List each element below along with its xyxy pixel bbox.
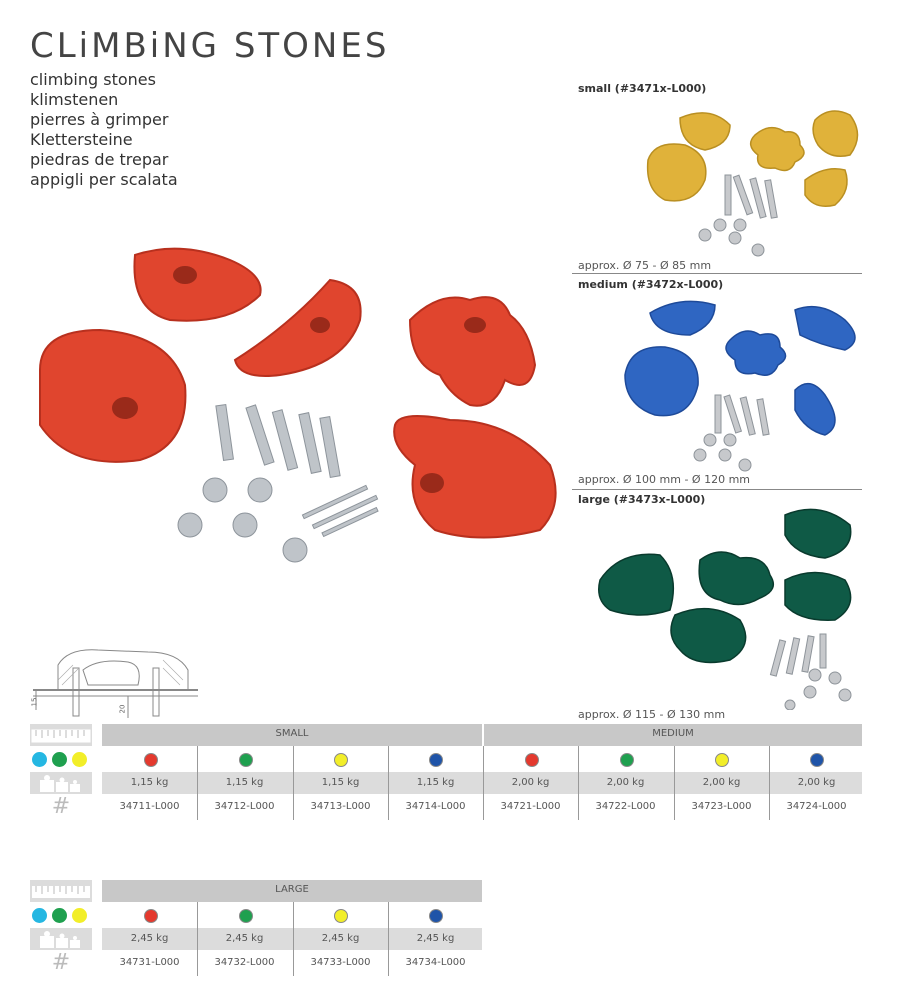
red-color-dot-icon [144,909,158,923]
green-dot-icon [52,752,67,767]
group-header-small: SMALL [102,724,482,746]
ruler-icon [30,724,92,746]
dimension-20: 20 [118,704,127,714]
yellow-color-dot-icon [334,909,348,923]
divider [572,489,862,490]
main-product-photo [30,235,570,575]
subtitle-fr: pierres à grimper [30,110,169,129]
article-code-cell: 34721-L000 [500,801,561,812]
weight-cell: 2,00 kg [606,777,645,788]
variant-medium-approx: approx. Ø 100 mm - Ø 120 mm [578,473,750,486]
green-color-dot-icon [239,909,253,923]
cyan-dot-icon [32,908,47,923]
variant-large-label: large (#3473x-L000) [578,493,706,506]
variant-medium-label: medium (#3472x-L000) [578,278,724,291]
green-dot-icon [52,908,67,923]
blue-color-dot-icon [810,753,824,767]
article-code-cell: 34711-L000 [119,801,180,812]
green-color-dot-icon [620,753,634,767]
weight-cell: 2,45 kg [416,933,455,944]
group-header-medium: MEDIUM [484,724,862,746]
article-code-cell: 34732-L000 [214,957,275,968]
variant-medium-photo [620,295,870,475]
dimension-15: 15 [30,697,39,707]
color-options-icon [30,906,92,926]
weight-cell: 2,45 kg [225,933,264,944]
article-code-cell: 34724-L000 [786,801,847,812]
hash-icon: # [51,794,71,819]
yellow-color-dot-icon [334,753,348,767]
divider [572,273,862,274]
blue-color-dot-icon [429,753,443,767]
color-options-icon [30,750,92,770]
group-header-large: LARGE [102,880,482,902]
page-title: CLiMBiNG STONES [30,26,390,66]
article-code-cell: 34734-L000 [405,957,466,968]
article-code-cell: 34722-L000 [595,801,656,812]
article-code-cell: 34733-L000 [310,957,371,968]
red-color-dot-icon [144,753,158,767]
subtitle-list [30,70,178,190]
subtitle-en: climbing stones [30,70,156,89]
weight-cell: 2,00 kg [797,777,836,788]
yellow-dot-icon [72,752,87,767]
subtitle-it: appigli per scalata [30,170,178,189]
subtitle-nl: klimstenen [30,90,119,109]
variant-small-label: small (#3471x-L000) [578,82,707,95]
article-code-cell: 34712-L000 [214,801,275,812]
weight-icon [30,928,92,950]
weight-icon [30,772,92,794]
variant-small-photo [640,100,870,260]
subtitle-es: piedras de trepar [30,150,169,169]
article-code-cell: 34723-L000 [691,801,752,812]
subtitle-de: Klettersteine [30,130,133,149]
blue-color-dot-icon [429,909,443,923]
yellow-dot-icon [72,908,87,923]
article-code-cell: 34713-L000 [310,801,371,812]
weight-cell: 1,15 kg [321,777,360,788]
weight-cell: 2,00 kg [702,777,741,788]
variant-small-approx: approx. Ø 75 - Ø 85 mm [578,259,712,272]
ruler-icon [30,880,92,902]
cyan-dot-icon [32,752,47,767]
red-color-dot-icon [525,753,539,767]
mounting-diagram [28,640,203,724]
yellow-color-dot-icon [715,753,729,767]
article-code-cell: 34714-L000 [405,801,466,812]
variant-large-photo [590,500,870,710]
weight-cell: 2,00 kg [511,777,550,788]
hash-icon: # [51,950,71,975]
weight-cell: 1,15 kg [416,777,455,788]
weight-cell: 1,15 kg [130,777,169,788]
article-code-cell: 34731-L000 [119,957,180,968]
weight-cell: 2,45 kg [321,933,360,944]
variant-large-approx: approx. Ø 115 - Ø 130 mm [578,708,726,721]
green-color-dot-icon [239,753,253,767]
weight-cell: 2,45 kg [130,933,169,944]
weight-cell: 1,15 kg [225,777,264,788]
